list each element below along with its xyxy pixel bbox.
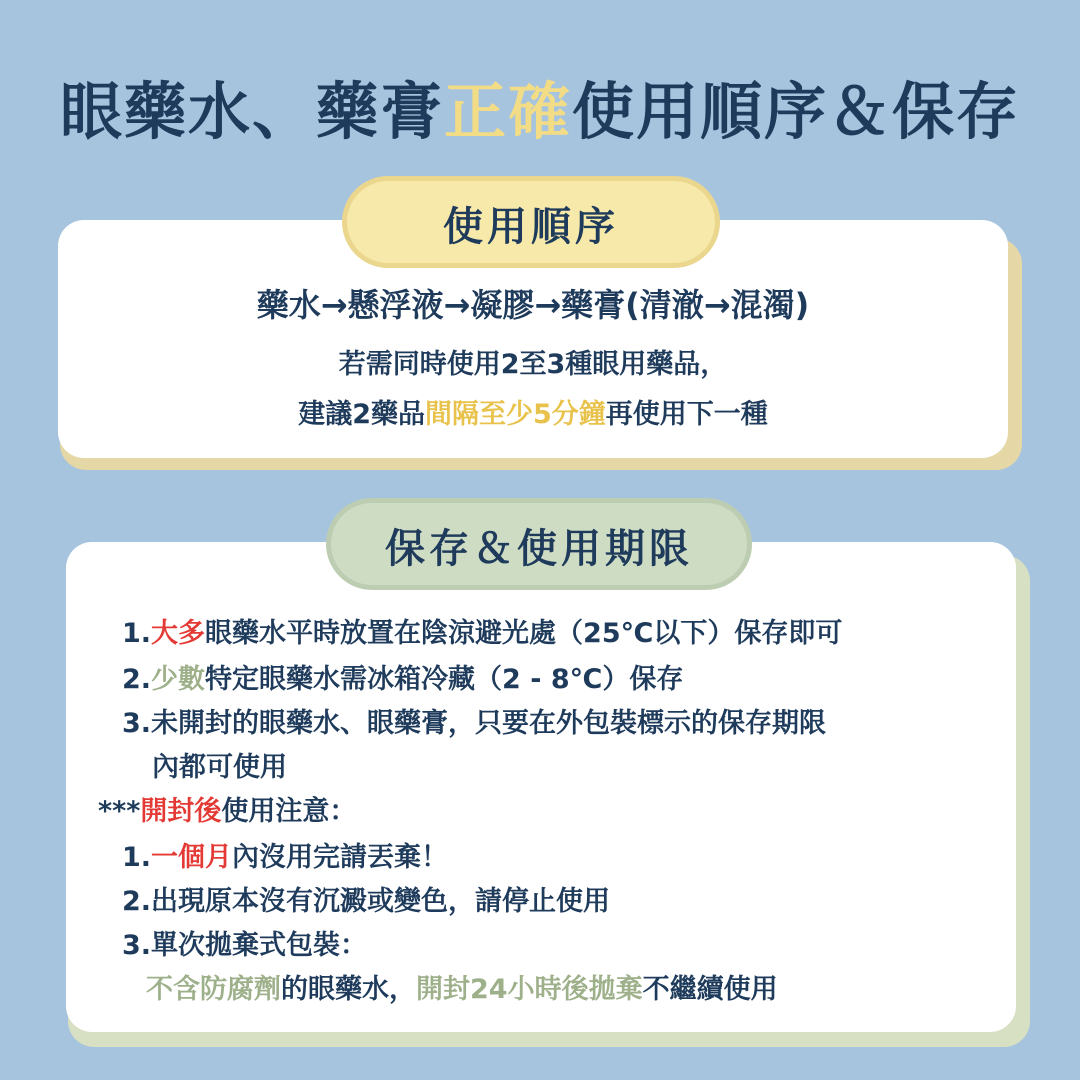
page-title — [0, 72, 1080, 152]
usage-note-line2-a: 建議2藥品 — [298, 399, 425, 430]
storage-item-2-highlight: 少數 — [151, 664, 206, 695]
storage-heading: 保存＆使用期限 — [326, 498, 752, 590]
storage-item-3 — [122, 704, 826, 744]
item-number: 1. — [122, 842, 152, 873]
usage-note-line2-b: 再使用下一種 — [605, 399, 768, 430]
item-number: 1. — [122, 618, 152, 649]
storage-item-1-text: 眼藥水平時放置在陰涼避光處（25℃以下）保存即可 — [205, 618, 843, 649]
usage-note-line2 — [58, 392, 1008, 431]
after-open-highlight: 開封後 — [140, 796, 222, 827]
storage-item-2-text: 特定眼藥水需冰箱冷藏（2 - 8℃）保存 — [205, 664, 684, 695]
after-open-item-3-detail — [146, 970, 778, 1010]
usage-interval-highlight: 間隔至少5分鐘 — [425, 399, 606, 430]
no-preservative-highlight: 不含防腐劑 — [146, 974, 281, 1005]
usage-sequence: 藥水→懸浮液→凝膠→藥膏(清澈→混濁) — [256, 286, 810, 324]
storage-item-3-text: 未開封的眼藥水、眼藥膏，只要在外包裝標示的保存期限 — [151, 708, 827, 739]
after-open-item-3-text: 單次拋棄式包裝： — [151, 930, 368, 961]
usage-note-line1: 若需同時使用2至3種眼用藥品， — [338, 349, 728, 380]
title-part2: 使用順序＆保存 — [572, 75, 1021, 148]
after-open-prefix: *** — [98, 796, 141, 827]
storage-item-1 — [122, 614, 842, 654]
after-open-item-2-text: 出現原本沒有沉澱或變色，請停止使用 — [151, 886, 611, 917]
after-open-item-1 — [122, 838, 448, 878]
storage-item-1-highlight: 大多 — [151, 618, 206, 649]
item-number: 3. — [122, 708, 152, 739]
after-open-item-2 — [122, 882, 610, 922]
after-open-item-3 — [122, 926, 367, 966]
after-open-item-1-highlight: 一個月 — [151, 842, 233, 873]
storage-item-2 — [122, 660, 683, 700]
title-highlight: 正確 — [443, 75, 572, 148]
after-open-item-1-text: 內沒用完請丟棄！ — [232, 842, 449, 873]
discard-24h-highlight: 開封24小時後拋棄 — [416, 974, 643, 1005]
after-open-text: 使用注意： — [221, 796, 357, 827]
item-number: 2. — [122, 664, 152, 695]
item-number: 3. — [122, 930, 152, 961]
after-open-heading — [98, 792, 356, 832]
item-number: 2. — [122, 886, 152, 917]
last-line-text1: 的眼藥水， — [281, 974, 416, 1005]
last-line-text2: 不繼續使用 — [642, 974, 778, 1005]
storage-item-3-continuation: 內都可使用 — [152, 752, 287, 783]
usage-order-heading: 使用順序 — [342, 176, 720, 268]
title-part1: 眼藥水、藥膏 — [59, 75, 444, 148]
